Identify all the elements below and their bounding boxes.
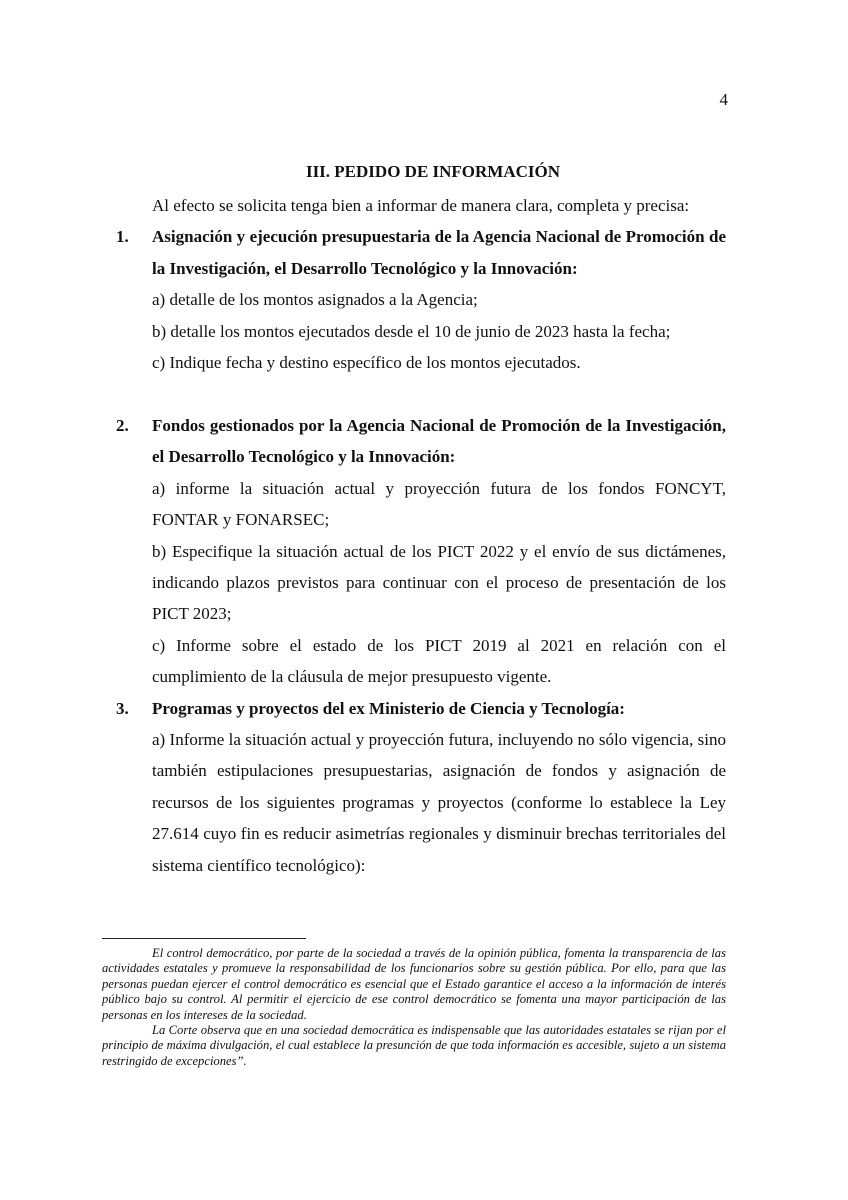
item-heading: Fondos gestionados por la Agencia Nacional de Promoción de la Investigación, el Desarrollo Tecnológico y la Innovación:	[152, 415, 726, 467]
section-title	[0, 162, 848, 182]
document-body	[102, 190, 726, 881]
list-item-1	[102, 221, 726, 378]
footnotes	[102, 946, 726, 1069]
item-number: 1.	[116, 227, 129, 247]
item-heading: Asignación y ejecución presupuestaria de la Agencia Nacional de Promoción de la Investigación, el Desarrollo Tecnológico y la Innovación:	[152, 227, 726, 278]
list-item-3	[102, 693, 726, 881]
list-item-2	[102, 410, 726, 693]
section-title-text: III. PEDIDO DE INFORMACIÓN	[305, 162, 561, 181]
subitem-c: c) Indique fecha y destino específico de los montos ejecutados.	[152, 353, 581, 373]
item-number: 2.	[116, 415, 129, 435]
item-number: 3.	[116, 698, 129, 718]
subitem-b: b) detalle los montos ejecutados desde el 10 de junio de 2023 hasta la fecha;	[152, 321, 671, 341]
subitem-a: a) informe la situación actual y proyección futura de los fondos FONCYT, FONTAR y FONARSEC;	[152, 478, 726, 530]
footnote-divider	[102, 938, 306, 939]
subitem-b: b) Especifique la situación actual de los PICT 2022 y el envío de sus dictámenes, indicando plazos previstos para continuar con el proceso de presentación de los PICT 2023;	[152, 541, 726, 624]
page-number: 4	[719, 90, 728, 109]
footnote-paragraph: El control democrático, por parte de la sociedad a través de la opinión pública, fomenta la transparencia de las actividades estatales y promueve la responsabilidad de los funcionarios sobre su gestión pública. Por ello, para que las personas puedan ejercer el control democrático es esencial que el Estado garantice el acceso a la información de interés público bajo su control. Al permitir el ejercicio de ese control democrático se fomenta una mayor participación de las personas en los intereses de la sociedad.	[102, 946, 726, 1022]
intro-paragraph: Al efecto se solicita tenga bien a informar de manera clara, completa y precisa:	[152, 196, 690, 215]
subitem-a: a) detalle de los montos asignados a la Agencia;	[152, 290, 478, 310]
spacer	[102, 378, 726, 410]
subitem-c: c) Informe sobre el estado de los PICT 2019 al 2021 en relación con el cumplimiento de la cláusula de mejor presupuesto vigente.	[152, 635, 726, 687]
subitem-a: a) Informe la situación actual y proyección futura, incluyendo no sólo vigencia, sino también estipulaciones presupuestarias, asignación de fondos y asignación de recursos de los siguientes programas y proyectos (conforme lo establece la Ley 27.614 cuyo fin es reducir asimetrías regionales y disminuir brechas territoriales del sistema científico tecnológico):	[152, 730, 726, 875]
item-heading: Programas y proyectos del ex Ministerio de Ciencia y Tecnología:	[152, 698, 625, 718]
footnote-paragraph: La Corte observa que en una sociedad democrática es indispensable que las autoridades estatales se rijan por el principio de máxima divulgación, el cual establece la presunción de que toda información es accesible, sujeto a un sistema restringido de excepciones”.	[102, 1023, 726, 1068]
